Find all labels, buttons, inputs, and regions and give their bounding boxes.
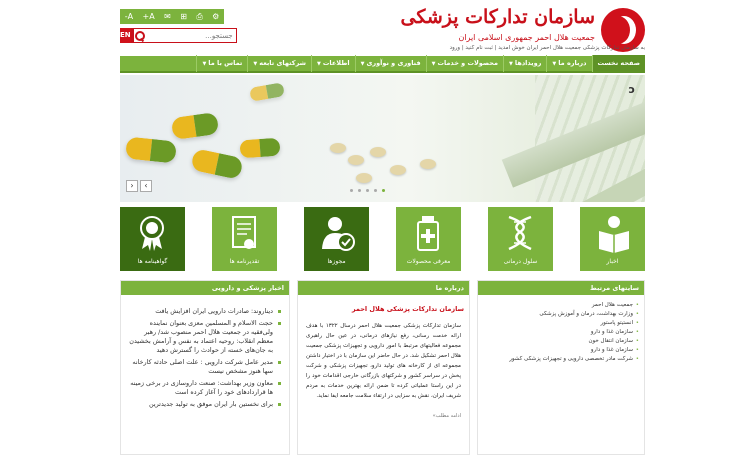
capsule-image xyxy=(239,138,280,159)
tile-label: معرفی محصولات xyxy=(406,258,451,265)
nav-item[interactable] xyxy=(247,55,311,72)
book-reader-icon xyxy=(597,215,631,253)
related-link[interactable]: • شرکت مادر تخصصی دارویی و تجهیزات پزشکی کشور xyxy=(478,355,633,364)
header xyxy=(120,0,645,56)
slider-dot[interactable] xyxy=(382,189,385,192)
sitemap-icon[interactable]: ⊞ xyxy=(180,12,187,21)
chevron-down-icon: ▼ xyxy=(509,61,513,67)
approved-user-icon xyxy=(321,215,355,253)
nav-item[interactable] xyxy=(196,55,247,72)
tablet-image xyxy=(390,165,406,175)
slider-dot[interactable] xyxy=(350,189,353,192)
chevron-down-icon: ▼ xyxy=(552,61,557,67)
nav-item-label: فناوری و نوآوری xyxy=(366,59,421,67)
news-panel xyxy=(120,280,290,455)
nav-item[interactable] xyxy=(355,55,426,72)
related-link[interactable]: • سازمان غذا و دارو xyxy=(478,346,633,355)
image-slider xyxy=(120,75,645,202)
tile-label: گواهینامه ها xyxy=(137,258,168,265)
panel-title: درباره ما xyxy=(298,281,469,295)
capsule-image xyxy=(190,148,243,180)
tile-certificates[interactable] xyxy=(120,207,185,271)
nav-item[interactable] xyxy=(426,55,503,72)
chevron-down-icon: ▼ xyxy=(431,61,436,67)
nav-item-label: اطلاعات xyxy=(322,59,350,67)
search-icon[interactable] xyxy=(131,28,133,43)
search-bar xyxy=(120,28,224,43)
slider-prev-button[interactable]: ‹ xyxy=(126,180,138,192)
chevron-down-icon: ▼ xyxy=(317,61,321,67)
tile-appreciations[interactable] xyxy=(212,207,277,271)
site-title[interactable]: سازمان تدارکات پزشکی xyxy=(400,6,595,28)
tile-cell-therapy[interactable] xyxy=(488,207,553,271)
quick-access-tiles xyxy=(120,207,645,271)
nav-item[interactable] xyxy=(311,55,355,72)
font-decrease-icon[interactable]: A- xyxy=(124,12,134,21)
tile-licenses[interactable] xyxy=(304,207,369,271)
news-item[interactable]: مدیر عامل شرکت دارویی : علت اصلی حادثه کارخانه سها هنوز مشخص نیست xyxy=(129,358,281,376)
tile-news[interactable] xyxy=(580,207,645,271)
tablet-image xyxy=(330,143,346,153)
nav-item[interactable] xyxy=(546,55,591,72)
related-links xyxy=(478,295,644,364)
news-item[interactable]: حجت الاسلام و المسلمین معزی بعنوان نماینده ولی‌فقیه در جمعیت هلال احمر منصوب شد/ رهبر معظم انقلاب: روحیه اعتماد به نفس و آرامش بخشیدن به جان‌های خسته از حوادث را گسترش دهید xyxy=(129,319,281,355)
chevron-down-icon: ▼ xyxy=(253,61,258,67)
news-item[interactable]: معاون وزیر بهداشت: صنعت داروسازی در برخی زمینه ها قراردادهای خود را آغاز کرده است xyxy=(129,379,281,397)
capsule-image xyxy=(171,112,220,140)
slider-next-button[interactable]: › xyxy=(140,180,152,192)
welcome-text: به سازمان تدارکات پزشکی جمعیت هلال احمر ایران خوش آمدید | ثبت نام کنید | ورود xyxy=(449,45,645,51)
nav-item-label: صفحه نخست xyxy=(597,59,640,67)
about-heading: سازمان تدارکات پزشکی هلال احمر xyxy=(351,305,464,313)
pause-icon[interactable]: ɔ xyxy=(628,83,635,96)
nav-item-label: محصولات و خدمات xyxy=(437,59,499,67)
tile-label: تقدیرنامه ها xyxy=(229,258,260,265)
tablet-image xyxy=(356,173,372,183)
capsule-image xyxy=(125,136,177,163)
tablet-image xyxy=(348,155,364,165)
nav-item-label: رویدادها xyxy=(514,59,542,67)
panel-title: سایتهای مرتبط xyxy=(478,281,644,295)
related-link[interactable]: • سازمان انتقال خون xyxy=(478,337,633,346)
tile-label: اخبار xyxy=(606,258,619,265)
tile-label: سلول درمانی xyxy=(503,258,538,265)
english-language-button[interactable]: EN xyxy=(120,28,131,43)
about-panel xyxy=(297,280,470,455)
settings-icon[interactable]: ⚙ xyxy=(212,12,220,21)
main-nav xyxy=(120,56,645,73)
dna-icon xyxy=(505,215,535,253)
nav-item[interactable] xyxy=(592,55,645,72)
related-link[interactable]: • سازمان غذا و دارو xyxy=(478,328,633,337)
related-link[interactable]: • جمعیت هلال احمر xyxy=(478,301,633,310)
search-input[interactable] xyxy=(133,28,237,43)
related-sites-panel xyxy=(477,280,645,455)
mail-icon[interactable]: ✉ xyxy=(164,12,171,21)
medicine-bottle-icon xyxy=(413,215,443,253)
tile-products[interactable] xyxy=(396,207,461,271)
chevron-down-icon: ▼ xyxy=(360,61,365,67)
about-text: سازمان تدارکات پزشکی جمعیت هلال احمر درسال ۱۳۲۲ با هدف ارائه خدمت رسانی، رفع نیازهای درمانی، در عین حال راهبری مجموعه فعالیتهای مرتبط با امور دارویی و تجهیزات پزشکی جمعیت هلال احمر تشکیل شد. در حال حاضر این سازمان با در اختیار داشتن مجموعه ای از کارخانه های تولید دارو، تجهیزات پزشکی و شرکت پخش در سراسر کشور و شرکتهای بازرگانی خارجی اقدامات خود را در این راستا عملیاتی کرده تا ضمن ارائه بهترین خدمات به مردم شریف ایران، نقش به سزایی در ارتقاء سلامت جامعه ایفا نماید. xyxy=(306,323,461,399)
nav-item[interactable] xyxy=(503,55,546,72)
nav-item-label: تماس با ما xyxy=(208,59,243,67)
related-link[interactable]: • انستیتو پاستور xyxy=(478,319,633,328)
read-more-link[interactable]: ادامه مطلب» xyxy=(432,413,461,419)
related-link[interactable]: • وزارت بهداشت، درمان و آموزش پزشکی xyxy=(478,310,633,319)
panel-title: اخبار پزشکی و دارویی xyxy=(121,281,289,295)
nav-item-label: شرکتهای تابعه xyxy=(259,59,307,67)
nav-item-label: درباره ما xyxy=(558,59,587,67)
slider-dot[interactable] xyxy=(366,189,369,192)
page xyxy=(120,0,645,455)
capsule-image xyxy=(249,82,285,102)
award-badge-icon xyxy=(137,215,167,253)
news-item[interactable]: برای نخستین بار ایران موفق به تولید جدیدترین xyxy=(129,400,281,409)
tablet-image xyxy=(420,159,436,169)
site-subtitle: جمعیت هلال احمر جمهوری اسلامی ایران xyxy=(458,33,595,42)
news-item[interactable]: دیناروند: صادرات دارویی ایران افزایش یافت xyxy=(129,307,281,316)
news-list xyxy=(121,295,289,409)
font-increase-icon[interactable]: A+ xyxy=(142,12,155,21)
tile-label: مجوزها xyxy=(327,258,346,265)
slider-dots xyxy=(350,189,385,192)
slider-dot[interactable] xyxy=(358,189,361,192)
slider-dot[interactable] xyxy=(374,189,377,192)
certificate-icon xyxy=(229,215,259,253)
print-icon[interactable]: ⎙ xyxy=(196,12,203,21)
toolbar xyxy=(120,9,224,24)
chevron-down-icon: ▼ xyxy=(202,61,207,67)
tablet-image xyxy=(370,147,386,157)
